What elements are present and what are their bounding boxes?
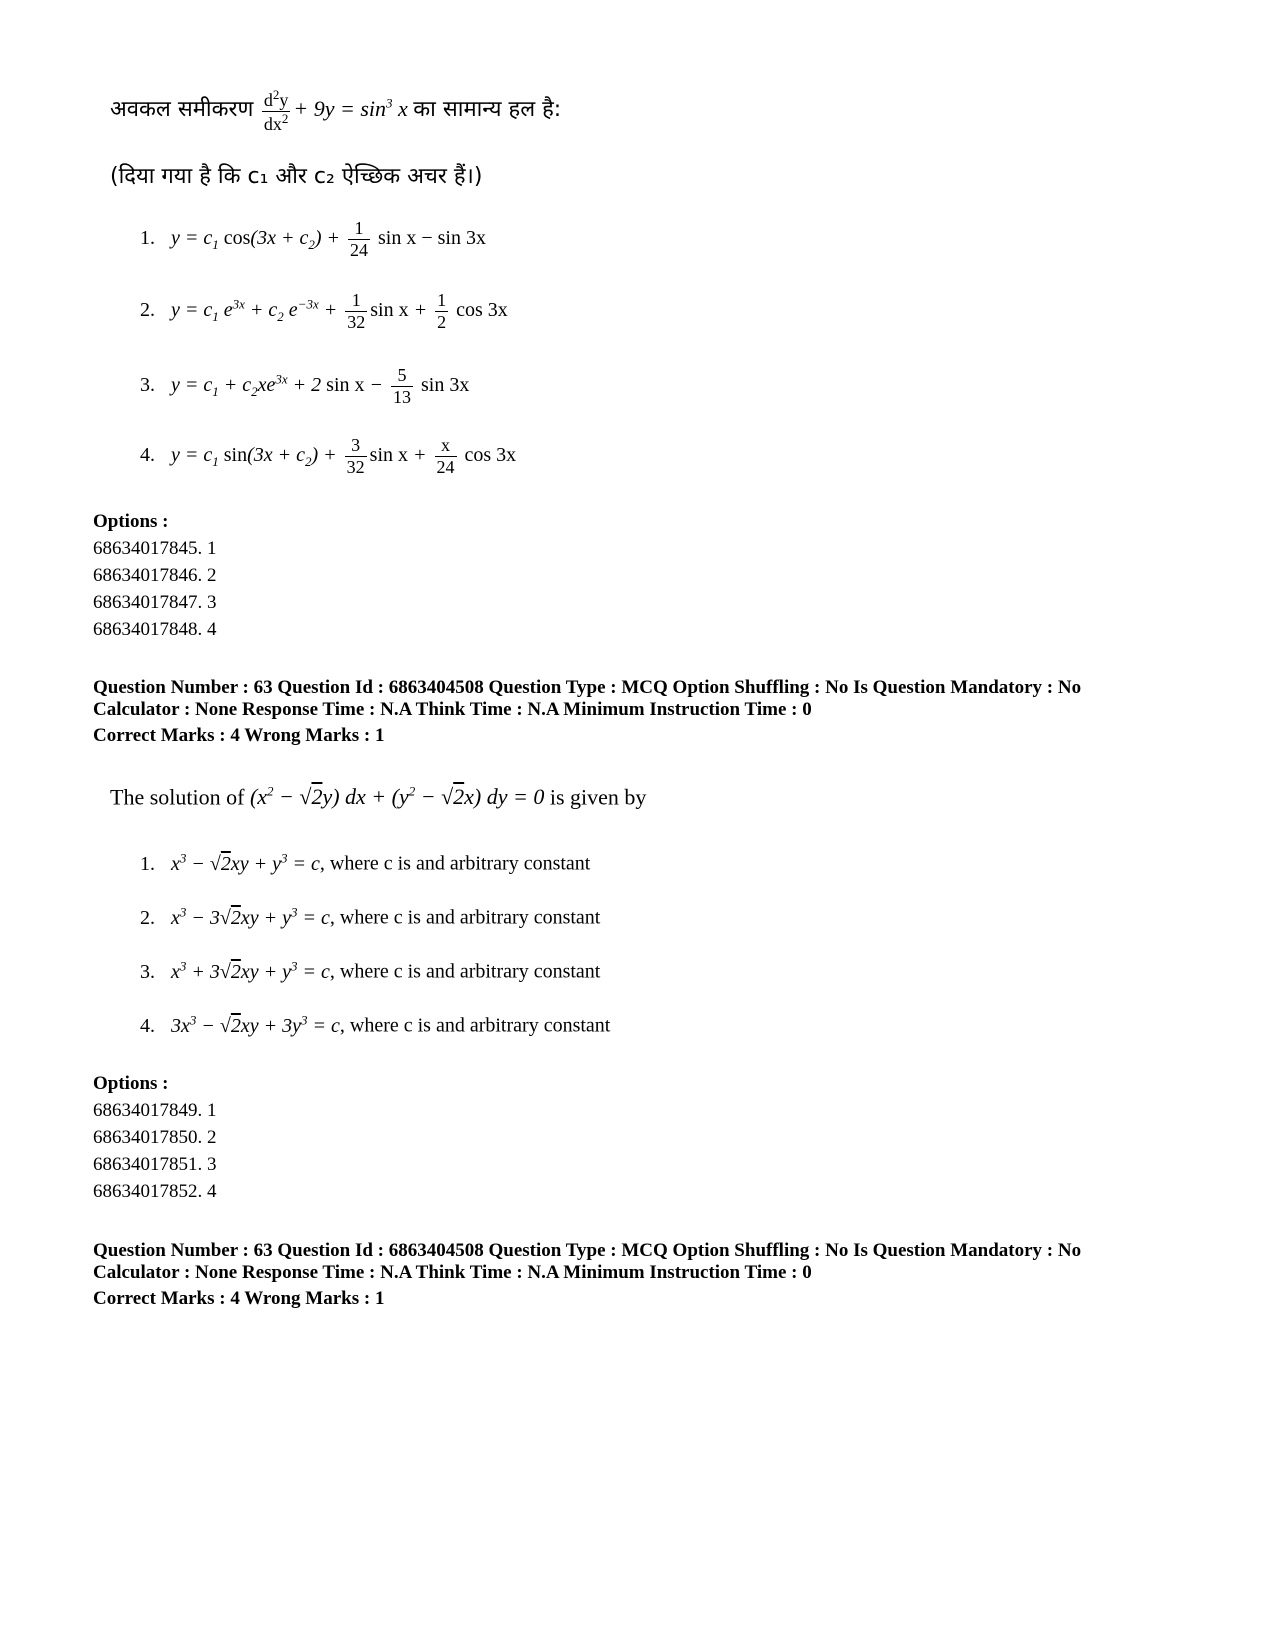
option-line: 68634017846. 2 — [93, 565, 217, 586]
option-line: 68634017850. 2 — [93, 1127, 217, 1148]
question-1-image — [110, 80, 810, 500]
question-1-choice: 1. $y = c_1$ $\cos(3x + c_2)$ + $\frac{1}{24}$ sin x − sin 3x — [140, 218, 486, 260]
question-1-equation: $\frac{d^2y}{dx^2}$ + $9y = \sin^3 x$ — [263, 87, 414, 134]
question-2-choice: 4. $3x^3 - √2xy + 3y^3 = c$, where c is and arbitrary constant — [140, 1012, 611, 1037]
option-line: 68634017847. 3 — [93, 592, 217, 613]
option-line: 68634017848. 4 — [93, 619, 217, 640]
options-label: Options : — [93, 511, 169, 532]
question-1-note: (दिया गया है कि c₁ और c₂ ऐच्छिक अचर हैं।) — [110, 164, 483, 189]
question-2-image — [110, 770, 810, 1060]
question-meta-line: Question Number : 63 Question Id : 6863404508 Question Type : MCQ Option Shuffling : No Is Question Mandatory : No — [93, 1240, 1082, 1261]
question-2-equation: $(x^2 - √2y)$ dx + $(y^2 - √2x)$ dy = 0 — [249, 784, 545, 810]
option-line: 68634017851. 3 — [93, 1154, 217, 1175]
question-1-stem-prefix: अवकल समीकरण — [110, 97, 254, 123]
question-2-choice: 1. $x^3 - √2xy + y^3 = c$, where c is and arbitrary constant — [140, 850, 591, 875]
marks-line: Correct Marks : 4 Wrong Marks : 1 — [93, 1288, 385, 1309]
question-2-choice: 2. $x^3 - 3√2xy + y^3 = c$, where c is and arbitrary constant — [140, 904, 601, 929]
question-2-choice: 3. $x^3 + 3√2xy + y^3 = c$, where c is and arbitrary constant — [140, 958, 601, 983]
option-line: 68634017845. 1 — [93, 538, 217, 559]
question-1-stem — [110, 88, 561, 134]
question-2-stem-prefix: The solution of — [110, 784, 245, 810]
option-line: 68634017849. 1 — [93, 1100, 217, 1121]
options-label: Options : — [93, 1073, 169, 1094]
marks-line: Correct Marks : 4 Wrong Marks : 1 — [93, 725, 385, 746]
question-2-stem-suffix: is given by — [549, 784, 647, 810]
question-meta-line: Calculator : None Response Time : N.A Think Time : N.A Minimum Instruction Time : 0 — [93, 1262, 812, 1283]
question-1-stem-suffix: का सामान्य हल है: — [413, 97, 562, 123]
question-1-choice: 4. $y = c_1$ $\sin(3x + c_2)$ + $\frac{3}{32}$ sin x + $\frac{x}{24}$ cos 3x — [140, 435, 517, 477]
question-2-stem — [110, 784, 646, 810]
question-meta-line: Calculator : None Response Time : N.A Think Time : N.A Minimum Instruction Time : 0 — [93, 699, 812, 720]
question-meta-line: Question Number : 63 Question Id : 6863404508 Question Type : MCQ Option Shuffling : No Is Question Mandatory : No — [93, 677, 1082, 698]
option-line: 68634017852. 4 — [93, 1181, 217, 1202]
question-1-choice: 3. $y = c_1 + c_2xe^{3x} + 2$ sin x − $\frac{5}{13}$ sin 3x — [140, 365, 470, 407]
question-1-choice: 2. $y = c_1$ $e^{3x} + c_2$ $e^{-3x}$ + $\frac{1}{32}$ sin x + $\frac{1}{2}$ cos 3x — [140, 290, 508, 332]
